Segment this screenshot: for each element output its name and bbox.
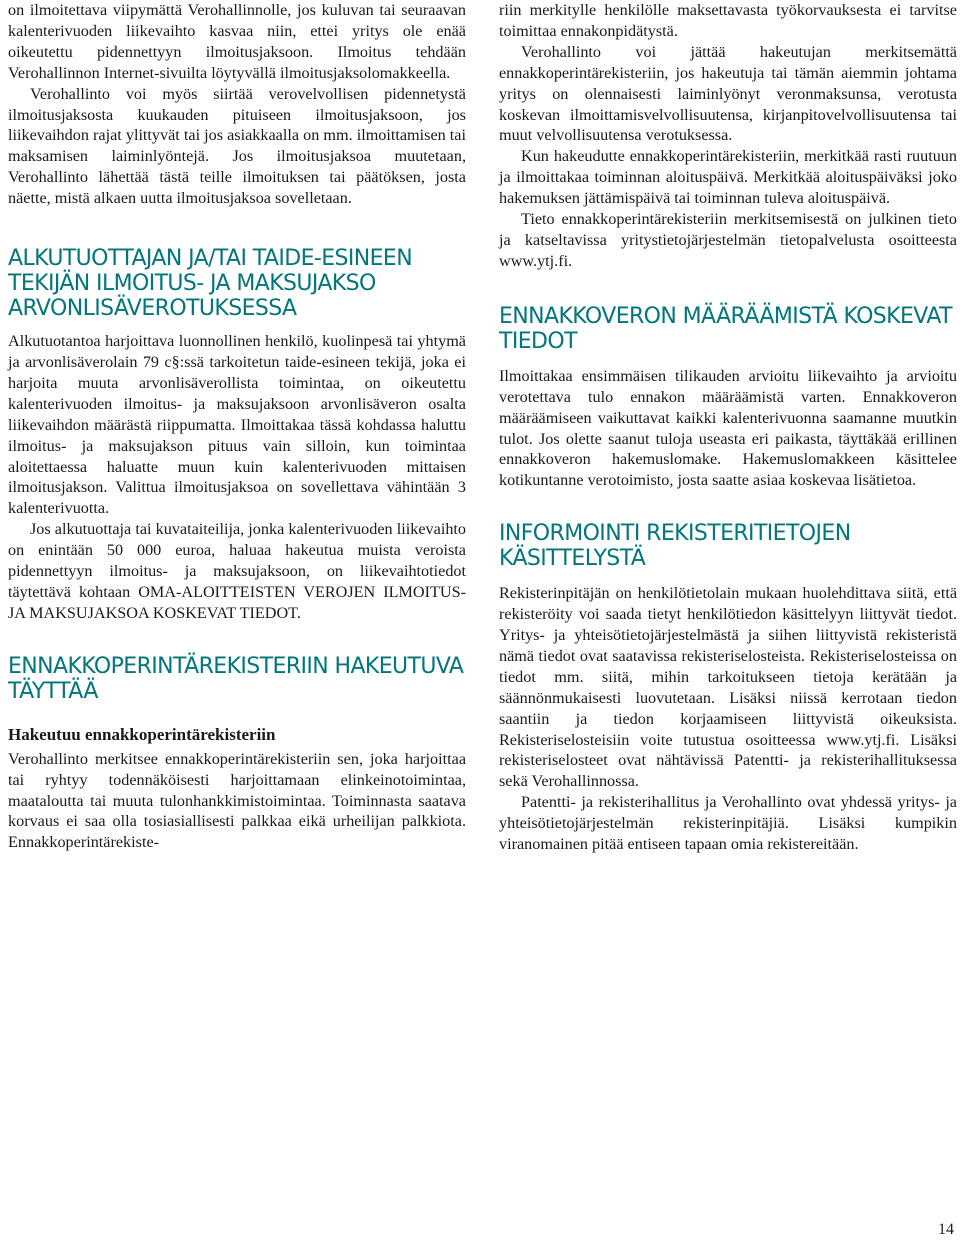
section-heading-alkutuottaja: ALKUTUOTTAJAN JA/TAI TAIDE-ESINEEN TEKIJÄN ILMOITUS- JA MAKSUJAKSO ARVONLISÄVEROTUKSESSA — [8, 246, 413, 322]
left-column — [8, 0, 466, 853]
section-heading-ennakkoperinta: ENNAKKOPERINTÄREKISTERIIN HAKEUTUVA TÄYTTÄÄ — [8, 653, 464, 704]
paragraph: Jos alkutuottaja tai kuvataiteilija, jonka kalenterivuoden liikevaihto on enintään 50 000 euroa, haluaa hakeutua muista veroista pidennettyyn ilmoitus- ja maksujaksoon, on liikevaihtotiedot täytettävä kohtaan OMA-ALOITTEISTEN VEROJEN ILMOITUS- JA MAKSUJAKSOA KOSKEVAT TIEDOT. — [8, 520, 466, 622]
paragraph: Tieto ennakkoperintärekisteriin merkitsemisestä on julkinen tieto ja katseltavissa yritystietojärjestelmän tietopalvelusta osoitteesta www.ytj.fi. — [499, 210, 957, 270]
subheading-hakeutuu: Hakeutuu ennakkoperintärekisteriin — [8, 724, 276, 744]
paragraph: Alkutuotantoa harjoittava luonnollinen henkilö, kuolinpesä tai yhtymä ja arvonlisäverolain 79 c§:ssä tarkoitetun taide-esineen tekijä, joka ei harjoita muuta arvonlisäverollista toimintaa, on oikeutettu kalenterivuoden ilmoitus- ja maksujaksoon arvonlisäveron osalta liikevaihdon määrästä riippumatta. Ilmoittakaa tässä kohdassa haluttu ilmoitus- ja maksujakson pituus vain silloin, kun toimintaa aloitettaessa haluatte muun kuin kalenterivuoden mittaisen ilmoitusjakson. Valittua ilmoitusjaksoa on sovellettava vähintään 3 kalenterivuotta. — [8, 332, 466, 518]
paragraph: Verohallinto merkitsee ennakkoperintärekisteriin sen, joka harjoittaa tai ryhtyy todennäköisesti harjoittamaan elinkeinotoimintaa, maataloutta tai muuta tulonhankkimistoimintaa. Toiminnasta saatava korvaus ei saa olla tosiasiallisesti palkkaa eikä urheilijan palkkiota. Ennakkoperintärekiste- — [8, 749, 466, 852]
section-heading-informointi: INFORMOINTI REKISTERITIETOJEN KÄSITTELYSTÄ — [499, 521, 851, 572]
section-heading-ennakkoveron: ENNAKKOVERON MÄÄRÄÄMISTÄ KOSKEVAT TIEDOT — [499, 303, 952, 354]
paragraph: Kun hakeudutte ennakkoperintärekisteriin, merkitkää rasti ruutuun ja ilmoittakaa toiminnan aloituspäivä. Merkitkää aloituspäiväksi joko hakemuksen jättämispäivä tai toiminnan tuleva aloituspäivä. — [499, 147, 957, 208]
page-number: 14 — [938, 1221, 954, 1238]
paragraph: Rekisterinpitäjän on henkilötietolain mukaan huolehdittava siitä, että rekisteröity voi saada tietyt henkilötiedon käsittelyyn liittyvät tiedot. Yritys- ja yhteisötietojärjestelmästä ja siihen liittyvistä rekisteristä nämä tiedot ovat saatavissa rekisteriselosteista. Rekisteriselosteissa on tiedot mm. siitä, mihin tarkoitukseen tietoja kerätään ja säännönmukaisesti luovutetaan. Lisäksi niissä kerrotaan tiedon saantiin ja tiedon korjaamiseen liittyvistä oikeuksista. Rekisteriselosteisiin voite tutustua osoitteessa www.ytj.fi. Lisäksi rekisteriselosteet ovat nähtävissä Patentti- ja rekisterihallituksessa sekä Verohallinnossa. — [499, 584, 957, 791]
paragraph: Verohallinto voi myös siirtää verovelvollisen pidennetystä ilmoitusjaksosta kuukauden pituiseen ilmoitusjaksoon, jos liikevaihdon rajat ylittyvät tai jos asiakkaalla on mm. ilmoittamisen tai maksamisen laiminlyöntejä. Jos ilmoitusjaksoa muutetaan, Verohallinto lähettää tästä teille ilmoituksen tai päätöksen, josta näette, mistä alkaen uutta ilmoitusjaksoa sovelletaan. — [8, 84, 466, 208]
paragraph: riin merkitylle henkilölle maksettavasta työkorvauksesta ei tarvitse toimittaa ennakonpidätystä. — [499, 1, 957, 40]
right-column — [499, 0, 957, 855]
paragraph: Ilmoittakaa ensimmäisen tilikauden arvioitu liikevaihto ja arvioitu verotettava tulo ennakon määräämistä varten. Ennakkoveron määräämiseen vaikuttavat kaikki kalenterivuonna saamanne muutkin tulot. Jos olette saanut tuloja useasta eri paikasta, täyttäkää erillinen ennakkoveron hakemuslomake. Hakemuslomakkeen käsittelee kotikuntanne verotoimisto, josta saatte asiaa koskevaa lisätietoa. — [499, 366, 957, 490]
paragraph: Verohallinto voi jättää hakeutujan merkitsemättä ennakkoperintärekisteriin, jos hakeutuja tai tämän aiemmin johtama yritys on olennaisesti laiminlyönyt veronmaksunsa, verotusta koskevan ilmoittamisvelvollisuutensa, kirjanpitovelvollisuutensa tai muut velvollisuutensa verotuksessa. — [499, 42, 957, 145]
paragraph: Patentti- ja rekisterihallitus ja Verohallinto ovat yhdessä yritys- ja yhteisötietojärjestelmän rekisterinpitäjiä. Lisäksi kumpikin viranomainen pitää entiseen tapaan omia rekistereitään. — [499, 793, 957, 854]
paragraph: on ilmoitettava viipymättä Verohallinnolle, jos kuluvan tai seuraavan kalenterivuoden liikevaihto kasvaa niin, ettei yritys ole enää oikeutettu pidennettyyn ilmoitusjaksoon. Ilmoitus tehdään Verohallinnon Internet-sivuilta löytyvällä ilmoitusjaksolomakkeella. — [8, 1, 466, 82]
